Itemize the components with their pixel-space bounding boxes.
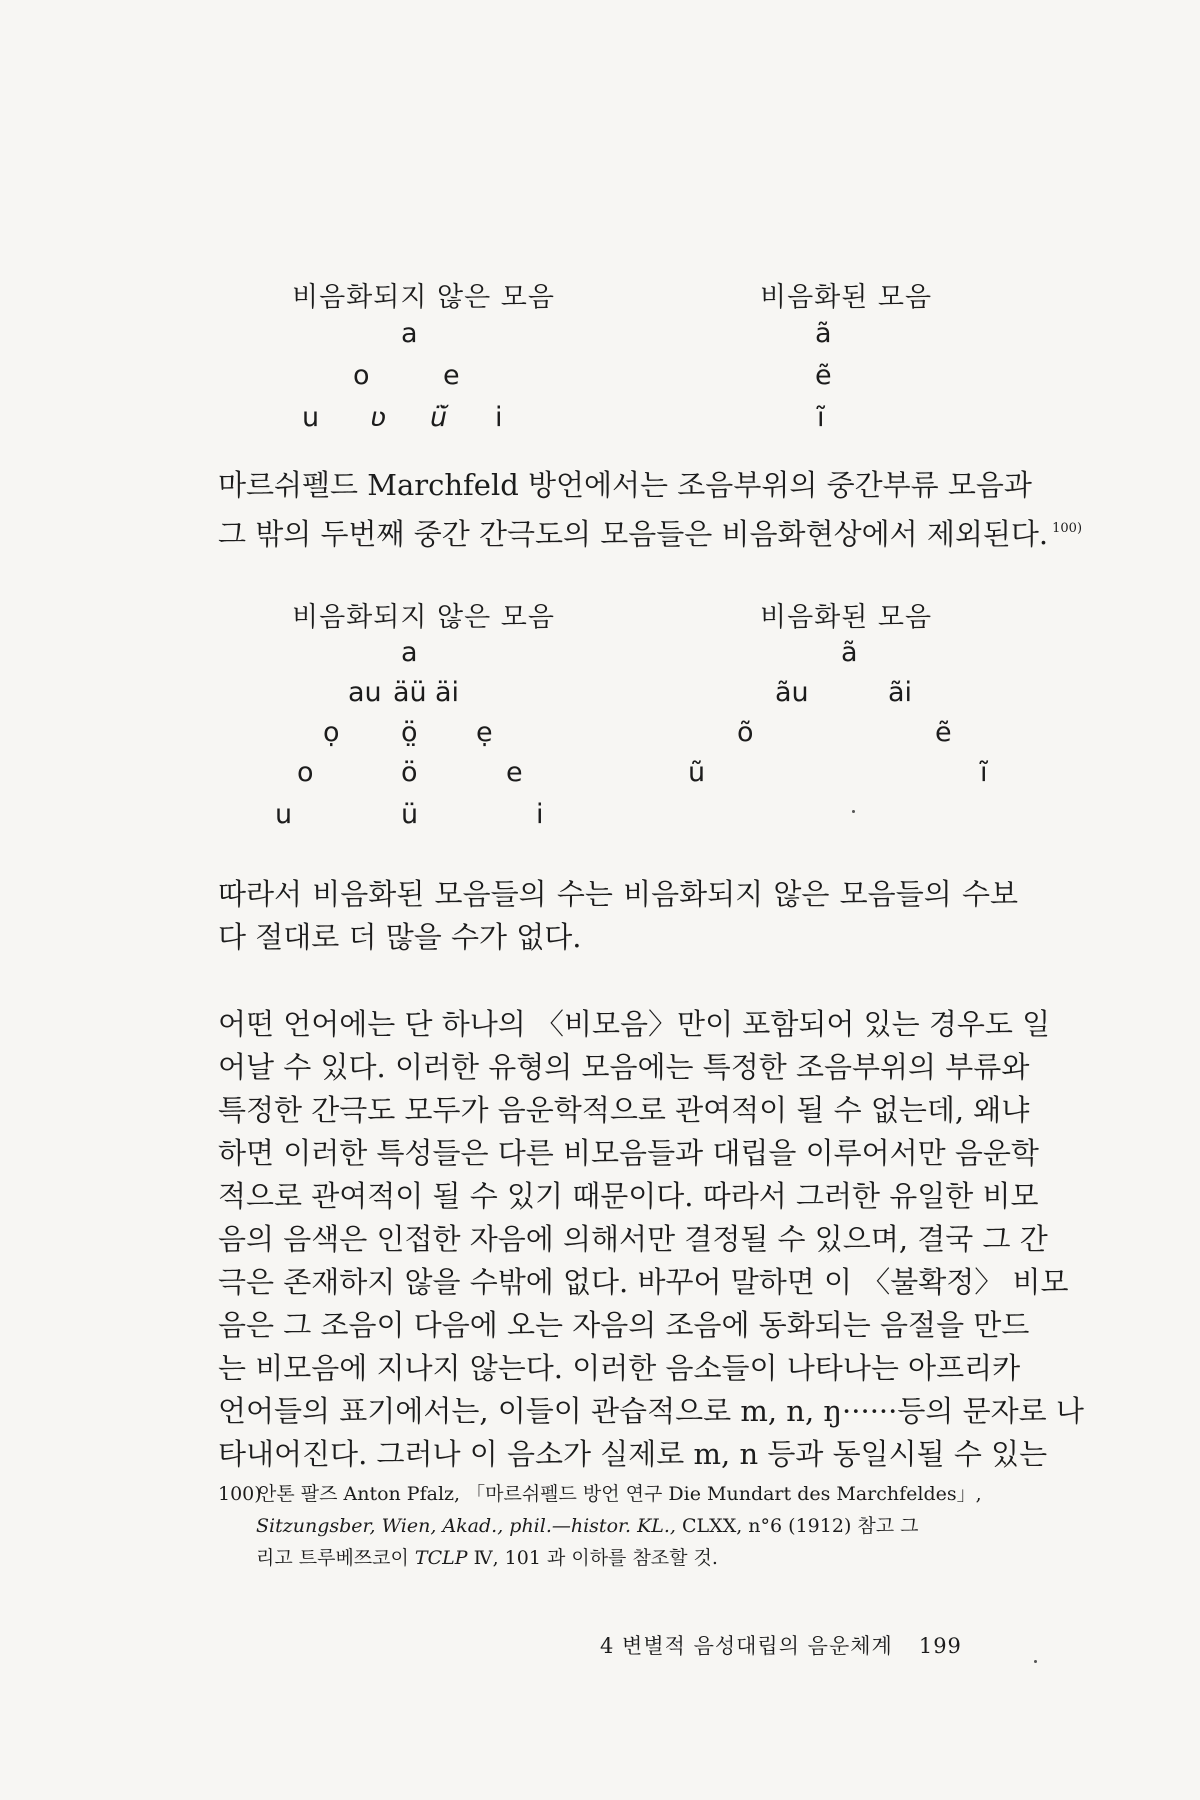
text-line: 다 절대로 더 많을 수가 없다. [218,920,582,954]
footnote-ref: 100) [1052,521,1083,536]
chart2-vowel: au [348,677,382,708]
chapter-title: 4 변별적 음성대립의 음운체계 [600,1634,893,1658]
chart2-vowel: ö [401,757,418,788]
chart1-nasal-vowel: ã [815,318,832,349]
footnote-journal: Sitzungsber, Wien, Akad., phil.—histor. KL., [256,1515,676,1537]
chart2-vowel: äü [393,677,427,708]
chart1-vowel: ü̆ [430,402,448,433]
text-line: 특정한 간극도 모두가 음운학적으로 관여적이 될 수 없는데, 왜냐 [218,1093,1030,1127]
chart1-nasal-vowel: ĩ [817,402,825,433]
text-line: 어날 수 있다. 이러한 유형의 모음에는 특정한 조음부위의 부류와 [218,1050,1030,1084]
text-line: 마르쉬펠드 Marchfeld 방언에서는 조음부위의 중간부류 모음과 [218,468,1032,502]
chart2-vowel: a [401,637,418,668]
text-line: 어떤 언어에는 단 하나의 〈비모음〉만이 포함되어 있는 경우도 일 [218,1007,1051,1041]
text-line: 는 비모음에 지나지 않는다. 이러한 음소들이 나타나는 아프리카 [218,1351,1021,1385]
text-line: 따라서 비음화된 모음들의 수는 비음화되지 않은 모음들의 수보 [218,877,1018,911]
page-footer [600,1630,962,1660]
page-number: 199 [918,1634,962,1658]
text-line: 타내어진다. 그러나 이 음소가 실제로 m, n 등과 동일시될 수 있는 [218,1437,1048,1471]
chart2-nasal-vowel: ã [841,637,858,668]
chart1-nasal-vowel: ẽ [815,360,832,391]
chart2-nasal-vowel: ãi [888,677,913,708]
chart1-vowel: a [401,318,418,349]
text-line: 하면 이러한 특성들은 다른 비모음들과 대립을 이루어서만 음운학 [218,1136,1039,1170]
footnote-journal: TCLP [414,1547,468,1569]
text-line: 언어들의 표기에서는, 이들이 관습적으로 m, n, ŋ······등의 문자로 나 [218,1394,1084,1428]
text-line [218,507,1083,551]
footnote [218,1478,1028,1574]
footnote-text: Ⅳ, 101 과 이하를 참조할 것. [467,1547,718,1569]
footnote-line [218,1542,1028,1574]
chart2-nasal-vowel: õ [737,717,754,748]
footnote-text: 리고 트루베쯔코이 [256,1547,415,1569]
chart1-vowel: i [495,402,503,433]
footnote-line [218,1510,1028,1542]
chart2-vowel: o [297,757,314,788]
chart2-label-nasal: 비음화된 모음 [760,602,933,633]
text-line-body: 그 밖의 두번째 중간 간극도의 모음들은 비음화현상에서 제외된다. [218,517,1049,551]
speck [1034,1660,1037,1663]
paragraph-1 [218,464,1083,551]
text-line: 적으로 관여적이 될 수 있기 때문이다. 따라서 그러한 유일한 비모 [218,1179,1039,1213]
chart2-vowel: e [506,757,523,788]
paragraph-3 [218,1003,1084,1476]
chart1-vowel: ʋ [370,402,387,433]
chart2-vowel: ö̤ [401,717,418,748]
chart2-vowel: ü [401,799,419,830]
chart2-label-non-nasal: 비음화되지 않은 모음 [292,602,555,633]
chart2-nasal-vowel: ũ [688,757,706,788]
text-line: 음은 그 조음이 다음에 오는 자음의 조음에 동화되는 음절을 만드 [218,1308,1030,1342]
text-line: 극은 존재하지 않을 수밖에 없다. 바꾸어 말하면 이 〈불확정〉 비모 [218,1265,1069,1299]
chart1-label-non-nasal: 비음화되지 않은 모음 [292,282,555,313]
text-line: 음의 음색은 인접한 자음에 의해서만 결정될 수 있으며, 결국 그 간 [218,1222,1048,1256]
chart2-vowel: ọ [323,717,340,748]
speck [852,810,855,813]
chart1-vowel: e [443,360,460,391]
chart1-vowel: u [302,402,320,433]
chart1-vowel: o [353,360,370,391]
chart2-vowel: ẹ [476,717,493,748]
chart2-nasal-vowel: ẽ [935,717,952,748]
footnote-text: CLXX, n°6 (1912) 참고 그 [675,1515,919,1537]
footnote-text: 안톤 팔즈 Anton Pfalz, 「마르쉬펠드 방언 연구 Die Mundart des Marchfeldes」, [258,1483,982,1505]
chart1-label-nasal: 비음화된 모음 [760,282,933,313]
paragraph-2 [218,873,1018,959]
chart2-vowel: i [536,799,544,830]
chart2-nasal-vowel: ĩ [980,757,988,788]
chart2-vowel: u [275,799,293,830]
footnote-number: 100) [218,1483,262,1505]
chart2-nasal-vowel: ãu [775,677,809,708]
chart2-vowel: äi [435,677,460,708]
footnote-line [218,1478,1028,1510]
